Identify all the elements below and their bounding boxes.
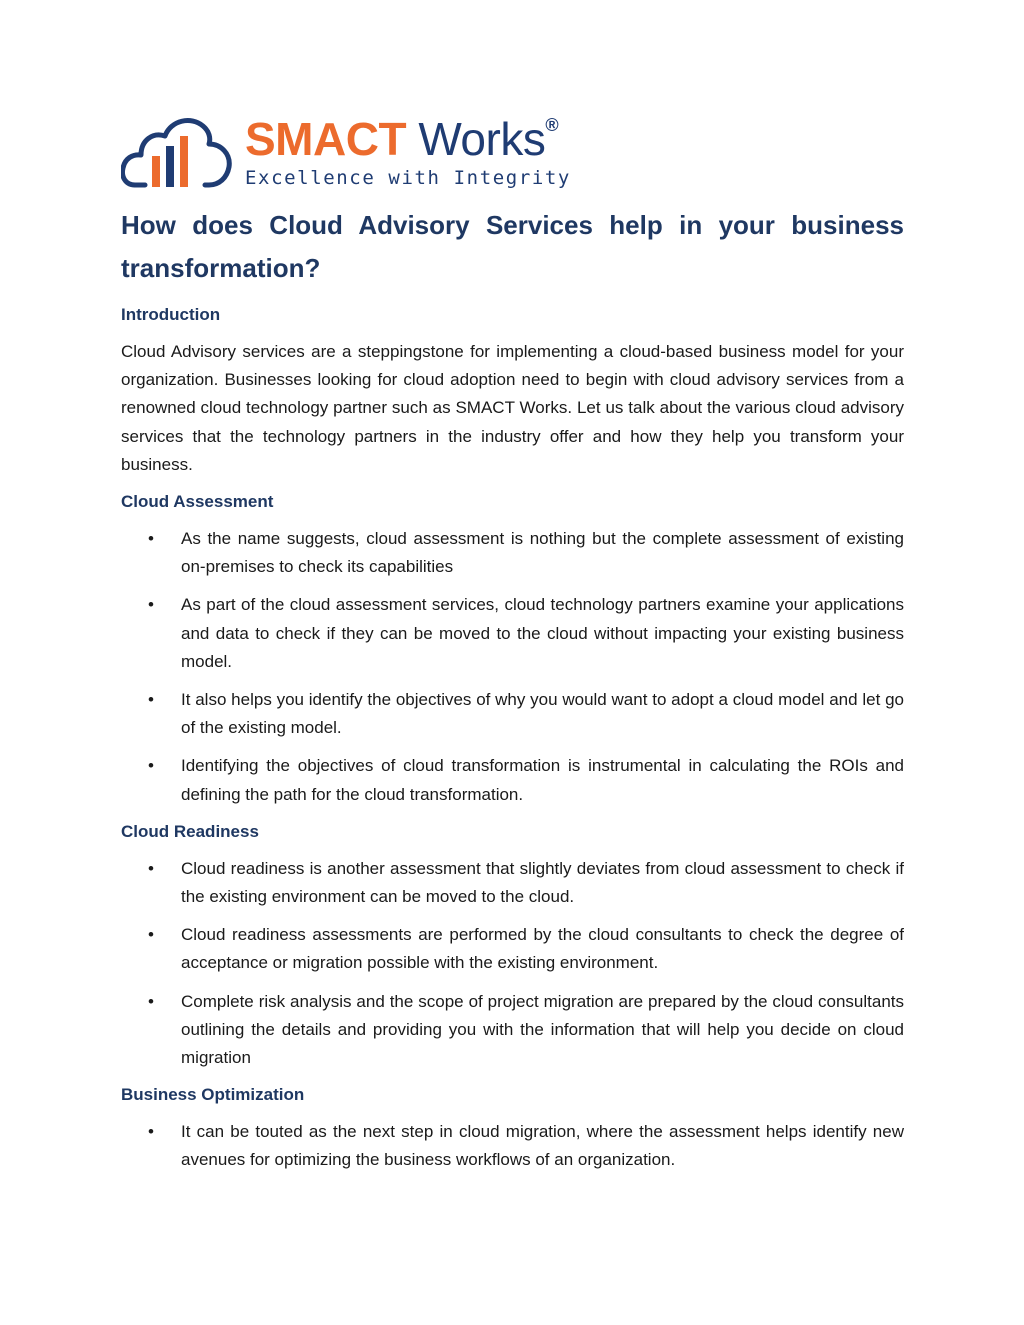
company-logo [121, 112, 904, 190]
list-item: • Complete risk analysis and the scope of project migration are prepared by the cloud consultants outlining the details and providing you with the information that will help you decide on cloud migration [121, 988, 904, 1073]
cloud-chart-logo-icon [121, 112, 233, 190]
registered-mark: ® [545, 115, 559, 135]
section-heading-introduction: Introduction [121, 305, 221, 324]
list-item: • Identifying the objectives of cloud transformation is instrumental in calculating the ROIs and defining the path for the cloud transformation. [121, 752, 904, 808]
list-item: • Cloud readiness assessments are performed by the cloud consultants to check the degree of acceptance or migration possible with the existing environment. [121, 921, 904, 977]
business-optimization-list [121, 1118, 904, 1174]
logo-text [245, 114, 571, 189]
article-title: How does Cloud Advisory Services help in your business transformation? [121, 210, 904, 283]
document-page [121, 112, 904, 1185]
brand-tagline: Excellence with Integrity [245, 167, 571, 189]
section-heading-cloud-readiness: Cloud Readiness [121, 821, 259, 841]
list-item: • As part of the cloud assessment services, cloud technology partners examine your applications and data to check if they can be moved to the cloud without impacting your existing business model. [121, 591, 904, 676]
list-item: • As the name suggests, cloud assessment is nothing but the complete assessment of existing on-premises to check its capabilities [121, 525, 904, 581]
list-item: • It also helps you identify the objectives of why you would want to adopt a cloud model and let go of the existing model. [121, 686, 904, 742]
brand-secondary: Works [406, 113, 546, 165]
list-item: • It can be touted as the next step in cloud migration, where the assessment helps identify new avenues for optimizing the business workflows of an organization. [121, 1118, 904, 1174]
section-heading-business-optimization: Business Optimization [121, 1085, 305, 1105]
list-item: • Cloud readiness is another assessment that slightly deviates from cloud assessment to check if the existing environment can be moved to the cloud. [121, 855, 904, 911]
brand-primary: SMACT [245, 113, 407, 165]
section-heading-cloud-assessment: Cloud Assessment [121, 492, 274, 512]
cloud-assessment-list [121, 525, 904, 809]
introduction-paragraph: Cloud Advisory services are a steppingstone for implementing a cloud-based business model for your organization. Businesses looking for cloud adoption need to begin with cloud advisory services from a renowned cloud technology partner such as SMACT Works. Let us talk about the various cloud advisory services that the technology partners in the industry offer and how they help you transform your business. [121, 342, 904, 474]
cloud-readiness-list [121, 855, 904, 1072]
brand-name [245, 114, 571, 164]
